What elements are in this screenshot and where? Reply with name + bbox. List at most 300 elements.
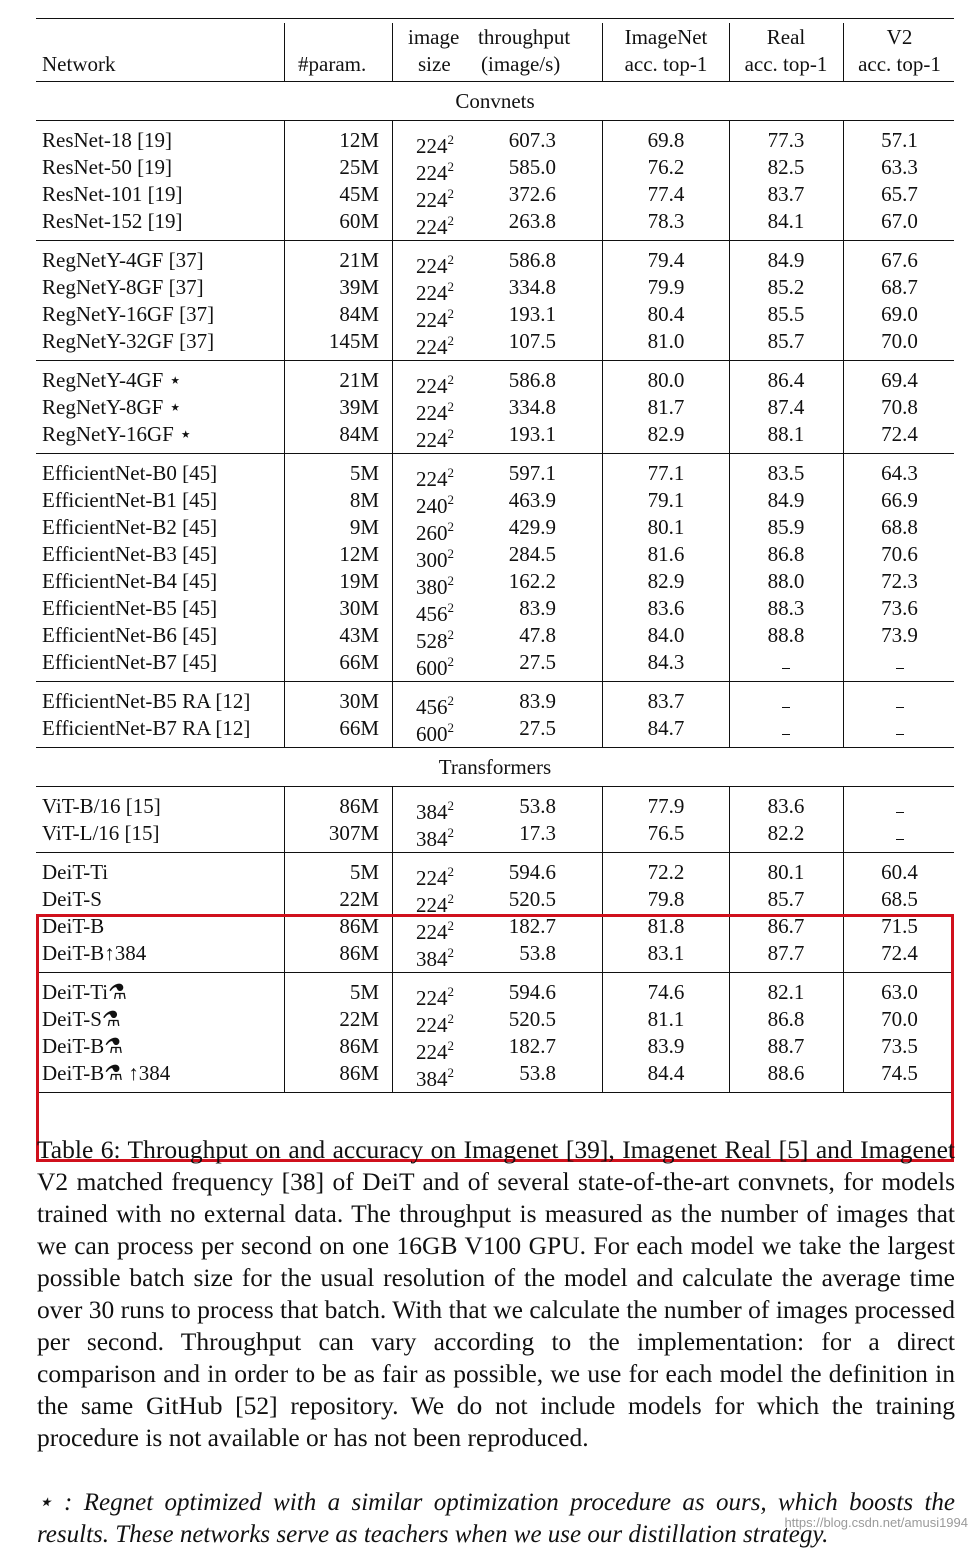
cell-param: 19M [339, 569, 379, 593]
cell-imnet: 83.6 [647, 596, 685, 620]
cell-v2: 69.0 [881, 302, 918, 326]
cell-param: 86M [339, 941, 379, 965]
cell-v2: 67.0 [881, 209, 918, 233]
cell-name: DeiT-S⚗ [42, 1007, 121, 1031]
cell-name: EfficientNet-B0 [45] [42, 461, 218, 485]
cell-imnet: 81.1 [647, 1007, 685, 1031]
cell-imnet: 82.9 [647, 422, 685, 446]
cell-param: 22M [339, 1007, 379, 1031]
cell-real: 84.9 [767, 248, 805, 272]
cell-v2: 68.7 [881, 275, 918, 299]
table-row [36, 514, 954, 545]
cell-tp: 83.9 [519, 596, 556, 620]
cell-name: RegNetY-32GF [37] [42, 329, 215, 353]
cell-param: 45M [339, 182, 379, 206]
row-group [36, 454, 954, 682]
size-value: 456 [416, 695, 448, 719]
cell-tp: 53.8 [519, 1061, 556, 1085]
header-network: Network [42, 52, 116, 76]
size-exponent: 2 [447, 333, 454, 348]
header-real: Real [766, 25, 806, 49]
cell-real: 88.0 [767, 569, 805, 593]
size-exponent: 2 [447, 159, 454, 174]
cell-real: 86.8 [767, 542, 805, 566]
cell-size [416, 421, 454, 454]
cell-real [729, 649, 843, 676]
cell-imnet: 80.1 [647, 515, 685, 539]
cell-v2: 63.0 [881, 980, 918, 1004]
cell-tp: 586.8 [508, 248, 556, 272]
cell-param: 30M [339, 689, 379, 713]
cell-real: 83.7 [767, 182, 805, 206]
cell-param: 22M [339, 887, 379, 911]
cell-v2: 73.9 [881, 623, 918, 647]
size-exponent: 2 [447, 399, 454, 414]
cell-size [416, 1060, 454, 1093]
table-row [36, 649, 954, 680]
table-row [36, 367, 954, 398]
cell-param: 66M [339, 650, 379, 674]
size-value: 384 [416, 1067, 448, 1091]
size-value: 224 [416, 401, 448, 425]
row-group [36, 853, 954, 973]
cell-name: DeiT-B↑384 [42, 941, 147, 965]
cell-tp: 17.3 [519, 821, 556, 845]
size-exponent: 2 [447, 465, 454, 480]
size-exponent: 2 [447, 519, 454, 534]
size-value: 600 [416, 656, 448, 680]
cell-v2: 72.3 [881, 569, 918, 593]
size-exponent: 2 [447, 918, 454, 933]
table-row [36, 940, 954, 971]
row-group [36, 973, 954, 1093]
cell-v2: 69.4 [881, 368, 918, 392]
cell-real: 82.5 [767, 155, 805, 179]
cell-v2: 70.8 [881, 395, 918, 419]
cell-imnet: 82.9 [647, 569, 685, 593]
cell-real: 86.7 [767, 914, 805, 938]
cell-real: 86.4 [767, 368, 805, 392]
size-value: 224 [416, 308, 448, 332]
size-value: 224 [416, 188, 448, 212]
cell-imnet: 77.1 [647, 461, 685, 485]
size-exponent: 2 [447, 1038, 454, 1053]
size-value: 528 [416, 629, 448, 653]
table-row [36, 127, 954, 158]
cell-tp: 594.6 [508, 860, 556, 884]
cell-v2: 73.6 [881, 596, 918, 620]
size-value: 260 [416, 521, 448, 545]
cell-real: 88.1 [767, 422, 805, 446]
cell-name: EfficientNet-B3 [45] [42, 542, 218, 566]
cell-name: EfficientNet-B5 [45] [42, 596, 218, 620]
cell-real: 88.3 [767, 596, 805, 620]
table-row [36, 622, 954, 653]
table-row [36, 274, 954, 305]
table-row [36, 688, 954, 719]
table-row [36, 715, 954, 746]
cell-imnet: 69.8 [647, 128, 685, 152]
cell-v2: 60.4 [881, 860, 918, 884]
cell-tp: 182.7 [508, 914, 556, 938]
dash-mark [896, 707, 904, 708]
cell-real: 84.9 [767, 488, 805, 512]
table-row [36, 154, 954, 185]
cell-imnet: 79.9 [647, 275, 685, 299]
dash-mark [782, 707, 790, 708]
footnote: ⋆ : Regnet optimized with a similar optimization procedure as ours, which boosts the results. These networks serve as teachers when we use our distillation strategy. [37, 1489, 955, 1548]
size-exponent: 2 [447, 945, 454, 960]
cell-tp: 586.8 [508, 368, 556, 392]
row-group [36, 241, 954, 361]
cell-real: 88.8 [767, 623, 805, 647]
cell-v2: 64.3 [881, 461, 918, 485]
table-row [36, 328, 954, 359]
cell-real: 84.1 [767, 209, 805, 233]
cell-tp: 334.8 [508, 395, 556, 419]
header-size: size [418, 52, 451, 76]
cell-tp: 83.9 [519, 689, 556, 713]
size-value: 600 [416, 722, 448, 746]
size-value: 300 [416, 548, 448, 572]
cell-param: 86M [339, 1061, 379, 1085]
cell-name: RegNetY-4GF [37] [42, 248, 204, 272]
cell-name: RegNetY-8GF ⋆ [42, 395, 182, 419]
cell-imnet: 79.1 [647, 488, 685, 512]
header-image: image [408, 25, 460, 49]
cell-v2: 57.1 [881, 128, 918, 152]
cell-param: 307M [328, 821, 379, 845]
cell-v2 [843, 688, 956, 715]
size-exponent: 2 [447, 213, 454, 228]
table-row [36, 421, 954, 452]
size-exponent: 2 [447, 627, 454, 642]
cell-real: 85.7 [767, 329, 805, 353]
cell-v2 [843, 820, 956, 847]
cell-tp: 284.5 [508, 542, 556, 566]
cell-imnet: 81.8 [647, 914, 685, 938]
table-header [36, 18, 954, 82]
cell-real: 88.6 [767, 1061, 805, 1085]
table-row [36, 487, 954, 518]
cell-real: 85.5 [767, 302, 805, 326]
cell-real: 83.5 [767, 461, 805, 485]
size-exponent: 2 [447, 372, 454, 387]
cell-imnet: 84.4 [647, 1061, 685, 1085]
size-exponent: 2 [447, 693, 454, 708]
cell-v2: 72.4 [881, 941, 918, 965]
cell-tp: 607.3 [508, 128, 556, 152]
cell-imnet: 72.2 [647, 860, 685, 884]
cell-v2: 65.7 [881, 182, 918, 206]
row-group [36, 787, 954, 853]
cell-param: 8M [349, 488, 379, 512]
cell-v2 [843, 649, 956, 676]
size-value: 224 [416, 1040, 448, 1064]
cell-v2: 68.8 [881, 515, 918, 539]
cell-name: EfficientNet-B1 [45] [42, 488, 218, 512]
cell-param: 84M [339, 422, 379, 446]
cell-real: 85.2 [767, 275, 805, 299]
cell-imnet: 79.8 [647, 887, 685, 911]
cell-param: 145M [328, 329, 379, 353]
cell-size [416, 820, 454, 853]
cell-param: 86M [339, 794, 379, 818]
cell-tp: 27.5 [519, 716, 556, 740]
size-value: 224 [416, 920, 448, 944]
cell-imnet: 84.0 [647, 623, 685, 647]
cell-name: RegNetY-16GF [37] [42, 302, 215, 326]
cell-name: EfficientNet-B6 [45] [42, 623, 218, 647]
table-row [36, 568, 954, 599]
cell-imnet: 83.1 [647, 941, 685, 965]
cell-size [416, 328, 454, 361]
row-group [36, 121, 954, 241]
dash-mark [896, 734, 904, 735]
section-title: Convnets [36, 82, 954, 121]
size-value: 224 [416, 161, 448, 185]
cell-param: 43M [339, 623, 379, 647]
cell-name: ResNet-18 [19] [42, 128, 173, 152]
table-row [36, 913, 954, 944]
cell-v2: 71.5 [881, 914, 918, 938]
table-row [36, 820, 954, 851]
row-group [36, 682, 954, 748]
cell-v2: 68.5 [881, 887, 918, 911]
cell-v2: 66.9 [881, 488, 918, 512]
header-param: #param. [298, 52, 367, 76]
cell-tp: 597.1 [508, 461, 556, 485]
dash-mark [782, 668, 790, 669]
cell-real [729, 688, 843, 715]
cell-name: DeiT-Ti⚗ [42, 980, 127, 1004]
cell-imnet: 81.7 [647, 395, 685, 419]
header-v2-acc: acc. top-1 [858, 52, 941, 76]
cell-tp: 520.5 [508, 887, 556, 911]
cell-imnet: 76.5 [647, 821, 685, 845]
cell-tp: 107.5 [508, 329, 556, 353]
size-exponent: 2 [447, 306, 454, 321]
cell-size [416, 940, 454, 973]
size-exponent: 2 [447, 573, 454, 588]
cell-size [416, 649, 454, 682]
table-row [36, 181, 954, 212]
cell-param: 84M [339, 302, 379, 326]
cell-name: RegNetY-8GF [37] [42, 275, 204, 299]
cell-tp: 193.1 [508, 302, 556, 326]
cell-tp: 182.7 [508, 1034, 556, 1058]
table-row [36, 595, 954, 626]
header-imagenet-acc: acc. top-1 [624, 52, 708, 76]
cell-name: ViT-B/16 [15] [42, 794, 161, 818]
cell-real: 82.1 [767, 980, 805, 1004]
cell-tp: 463.9 [508, 488, 556, 512]
cell-imnet: 77.4 [647, 182, 685, 206]
watermark: https://blog.csdn.net/amusi1994 [784, 1515, 968, 1530]
size-exponent: 2 [447, 798, 454, 813]
cell-name: ResNet-50 [19] [42, 155, 173, 179]
cell-param: 86M [339, 914, 379, 938]
size-exponent: 2 [447, 1011, 454, 1026]
cell-name: EfficientNet-B7 RA [12] [42, 716, 251, 740]
header-imagenet: ImageNet [624, 25, 708, 49]
cell-tp: 334.8 [508, 275, 556, 299]
cell-name: DeiT-B⚗ [42, 1034, 124, 1058]
size-value: 224 [416, 134, 448, 158]
cell-name: ViT-L/16 [15] [42, 821, 160, 845]
size-value: 224 [416, 335, 448, 359]
header-real-acc: acc. top-1 [744, 52, 828, 76]
cell-tp: 429.9 [508, 515, 556, 539]
size-exponent: 2 [447, 720, 454, 735]
size-value: 224 [416, 467, 448, 491]
cell-imnet: 80.4 [647, 302, 685, 326]
size-value: 456 [416, 602, 448, 626]
table-row [36, 1006, 954, 1037]
size-exponent: 2 [447, 654, 454, 669]
size-exponent: 2 [447, 492, 454, 507]
header-throughput: throughput [478, 25, 571, 49]
cell-param: 30M [339, 596, 379, 620]
dash-mark [896, 839, 904, 840]
table-row [36, 208, 954, 239]
cell-real: 87.4 [767, 395, 805, 419]
table-body [36, 82, 954, 1093]
cell-tp: 594.6 [508, 980, 556, 1004]
cell-tp: 263.8 [508, 209, 556, 233]
cell-real: 85.9 [767, 515, 805, 539]
size-exponent: 2 [447, 186, 454, 201]
cell-imnet: 84.7 [647, 716, 685, 740]
cell-tp: 47.8 [519, 623, 556, 647]
cell-imnet: 80.0 [647, 368, 685, 392]
cell-tp: 372.6 [508, 182, 556, 206]
results-table [36, 18, 954, 1093]
cell-v2: 70.0 [881, 329, 918, 353]
size-exponent: 2 [447, 891, 454, 906]
cell-real: 77.3 [767, 128, 805, 152]
cell-name: EfficientNet-B5 RA [12] [42, 689, 251, 713]
header-throughput-unit: (image/s) [481, 52, 561, 76]
cell-imnet: 84.3 [647, 650, 685, 674]
cell-real: 86.8 [767, 1007, 805, 1031]
table-row [36, 886, 954, 917]
table-row [36, 541, 954, 572]
table-row [36, 460, 954, 491]
cell-param: 21M [339, 368, 379, 392]
cell-imnet: 81.0 [647, 329, 685, 353]
cell-size [416, 715, 454, 748]
table-row [36, 394, 954, 425]
dash-mark [896, 812, 904, 813]
cell-imnet: 76.2 [647, 155, 685, 179]
size-value: 224 [416, 893, 448, 917]
cell-param: 12M [339, 542, 379, 566]
size-value: 384 [416, 947, 448, 971]
cell-name: DeiT-B⚗ ↑384 [42, 1061, 171, 1085]
table-row [36, 1033, 954, 1064]
cell-v2 [843, 715, 956, 742]
cell-imnet: 83.9 [647, 1034, 685, 1058]
size-exponent: 2 [447, 279, 454, 294]
cell-tp: 53.8 [519, 794, 556, 818]
cell-imnet: 81.6 [647, 542, 685, 566]
cell-param: 9M [349, 515, 379, 539]
size-exponent: 2 [447, 984, 454, 999]
cell-param: 39M [339, 395, 379, 419]
table-row [36, 1060, 954, 1091]
cell-imnet: 83.7 [647, 689, 685, 713]
cell-v2 [843, 793, 956, 820]
size-value: 240 [416, 494, 448, 518]
cell-v2: 74.5 [881, 1061, 918, 1085]
size-value: 224 [416, 254, 448, 278]
cell-name: ResNet-152 [19] [42, 209, 183, 233]
cell-param: 60M [339, 209, 379, 233]
cell-v2: 72.4 [881, 422, 918, 446]
dash-mark [896, 668, 904, 669]
table-row [36, 301, 954, 332]
cell-name: DeiT-B [42, 914, 105, 938]
header-v2: V2 [886, 25, 913, 49]
size-exponent: 2 [447, 426, 454, 441]
size-value: 224 [416, 1013, 448, 1037]
size-exponent: 2 [447, 132, 454, 147]
dash-mark [782, 734, 790, 735]
cell-imnet: 74.6 [647, 980, 685, 1004]
size-exponent: 2 [447, 1065, 454, 1080]
cell-real [729, 715, 843, 742]
size-exponent: 2 [447, 252, 454, 267]
cell-param: 66M [339, 716, 379, 740]
size-exponent: 2 [447, 546, 454, 561]
cell-tp: 162.2 [508, 569, 556, 593]
size-exponent: 2 [447, 864, 454, 879]
cell-name: EfficientNet-B4 [45] [42, 569, 218, 593]
size-value: 224 [416, 866, 448, 890]
cell-v2: 73.5 [881, 1034, 918, 1058]
size-value: 224 [416, 428, 448, 452]
table-row [36, 793, 954, 824]
cell-size [416, 208, 454, 241]
cell-tp: 193.1 [508, 422, 556, 446]
cell-real: 83.6 [767, 794, 805, 818]
cell-real: 80.1 [767, 860, 805, 884]
row-group [36, 361, 954, 454]
cell-name: RegNetY-4GF ⋆ [42, 368, 182, 392]
cell-imnet: 78.3 [647, 209, 685, 233]
cell-imnet: 77.9 [647, 794, 685, 818]
size-value: 384 [416, 827, 448, 851]
cell-param: 39M [339, 275, 379, 299]
cell-param: 5M [349, 980, 379, 1004]
table-row [36, 247, 954, 278]
cell-name: EfficientNet-B7 [45] [42, 650, 218, 674]
section-title: Transformers [36, 748, 954, 787]
cell-name: EfficientNet-B2 [45] [42, 515, 218, 539]
cell-param: 5M [349, 860, 379, 884]
cell-tp: 53.8 [519, 941, 556, 965]
size-exponent: 2 [447, 825, 454, 840]
table-row [36, 979, 954, 1010]
table-caption: Table 6: Throughput on and accuracy on Imagenet [39], Imagenet Real [5] and Imagenet V2 matched frequency [38] of DeiT and of several state-of-the-art convnets, for models trained with no external data. The throughput is measured as the number of images that we can process per second on one 16GB V100 GPU. For each model we take the largest possible batch size for the usual resolution of the model and calculate the average time over 30 runs to process that batch. With that we calculate the number of images processed per second. Throughput can vary according to the implementation: for a direct comparison and in order to be as fair as possible, we use for each model the definition in the same GitHub [52] repository. We do not include models for which the training procedure is not available or has not been reproduced. [37, 1134, 955, 1452]
cell-v2: 70.0 [881, 1007, 918, 1031]
size-value: 380 [416, 575, 448, 599]
cell-real: 87.7 [767, 941, 805, 965]
size-value: 224 [416, 215, 448, 239]
cell-name: RegNetY-16GF ⋆ [42, 422, 193, 446]
table-row [36, 859, 954, 890]
